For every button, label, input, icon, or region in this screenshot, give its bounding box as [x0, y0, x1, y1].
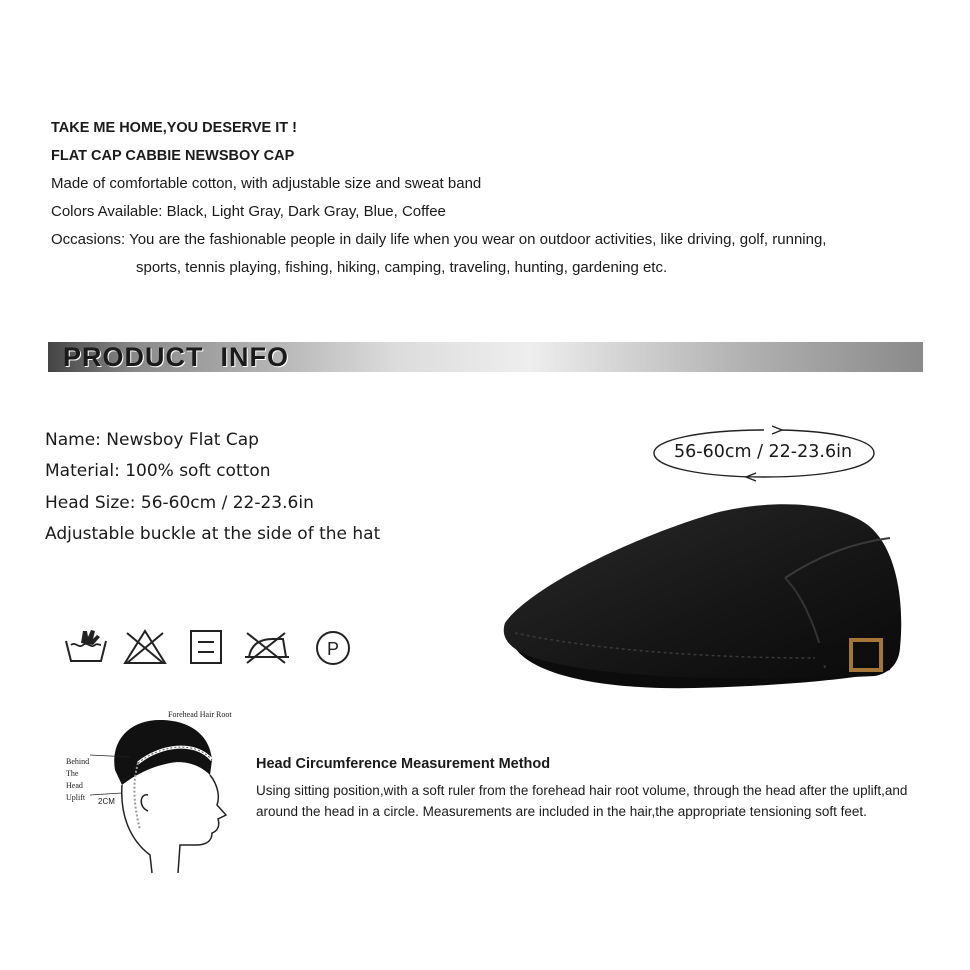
headline-product: FLAT CAP CABBIE NEWSBOY CAP: [51, 148, 295, 164]
occasions-line-2: sports, tennis playing, fishing, hiking, camping, traveling, hunting, gardening etc.: [136, 259, 668, 276]
hand-wash-icon: [63, 627, 109, 667]
diagram-label-behind: Behind: [66, 757, 90, 766]
spec-adjustable: Adjustable buckle at the side of the hat: [45, 524, 381, 544]
measurement-body: Using sitting position,with a soft ruler from the forehead hair root volume, through the head after the uplift,and around the head in a circle. Measurements are included in the hair,the appropriate tensioning soft feet.: [256, 783, 908, 819]
size-callout-text: 56-60cm / 22-23.6in: [674, 442, 853, 462]
diagram-label-the: The: [66, 769, 79, 778]
diagram-label-top: Forehead Hair Root: [168, 710, 232, 719]
spec-material: Material: 100% soft cotton: [45, 461, 271, 481]
care-p-letter: P: [326, 639, 340, 659]
do-not-bleach-icon: [122, 627, 168, 667]
product-info-banner: [48, 342, 923, 372]
colors-available: Colors Available: Black, Light Gray, Dark Gray, Blue, Coffee: [51, 203, 446, 220]
occasions-line-1: Occasions: You are the fashionable people in daily life when you wear on outdoor activities, like driving, golf, running,: [51, 231, 827, 248]
diagram-label-head: Head: [66, 781, 83, 790]
head-measurement-diagram: [60, 705, 245, 880]
material-description: Made of comfortable cotton, with adjustable size and sweat band: [51, 175, 482, 192]
do-not-iron-icon: [243, 627, 289, 667]
measurement-title: Head Circumference Measurement Method: [256, 756, 551, 772]
flat-cap-image: [495, 498, 910, 698]
dry-clean-p-icon: [312, 627, 358, 667]
spec-name: Name: Newsboy Flat Cap: [45, 430, 259, 450]
diagram-label-offset: 2CM: [98, 797, 115, 806]
dry-flat-icon: [186, 627, 232, 667]
spec-head-size: Head Size: 56-60cm / 22-23.6in: [45, 493, 314, 513]
headline-tagline: TAKE ME HOME,YOU DESERVE IT !: [51, 120, 297, 136]
banner-title: PRODUCT INFO: [63, 342, 289, 372]
diagram-label-uplift: Uplift: [66, 793, 86, 802]
